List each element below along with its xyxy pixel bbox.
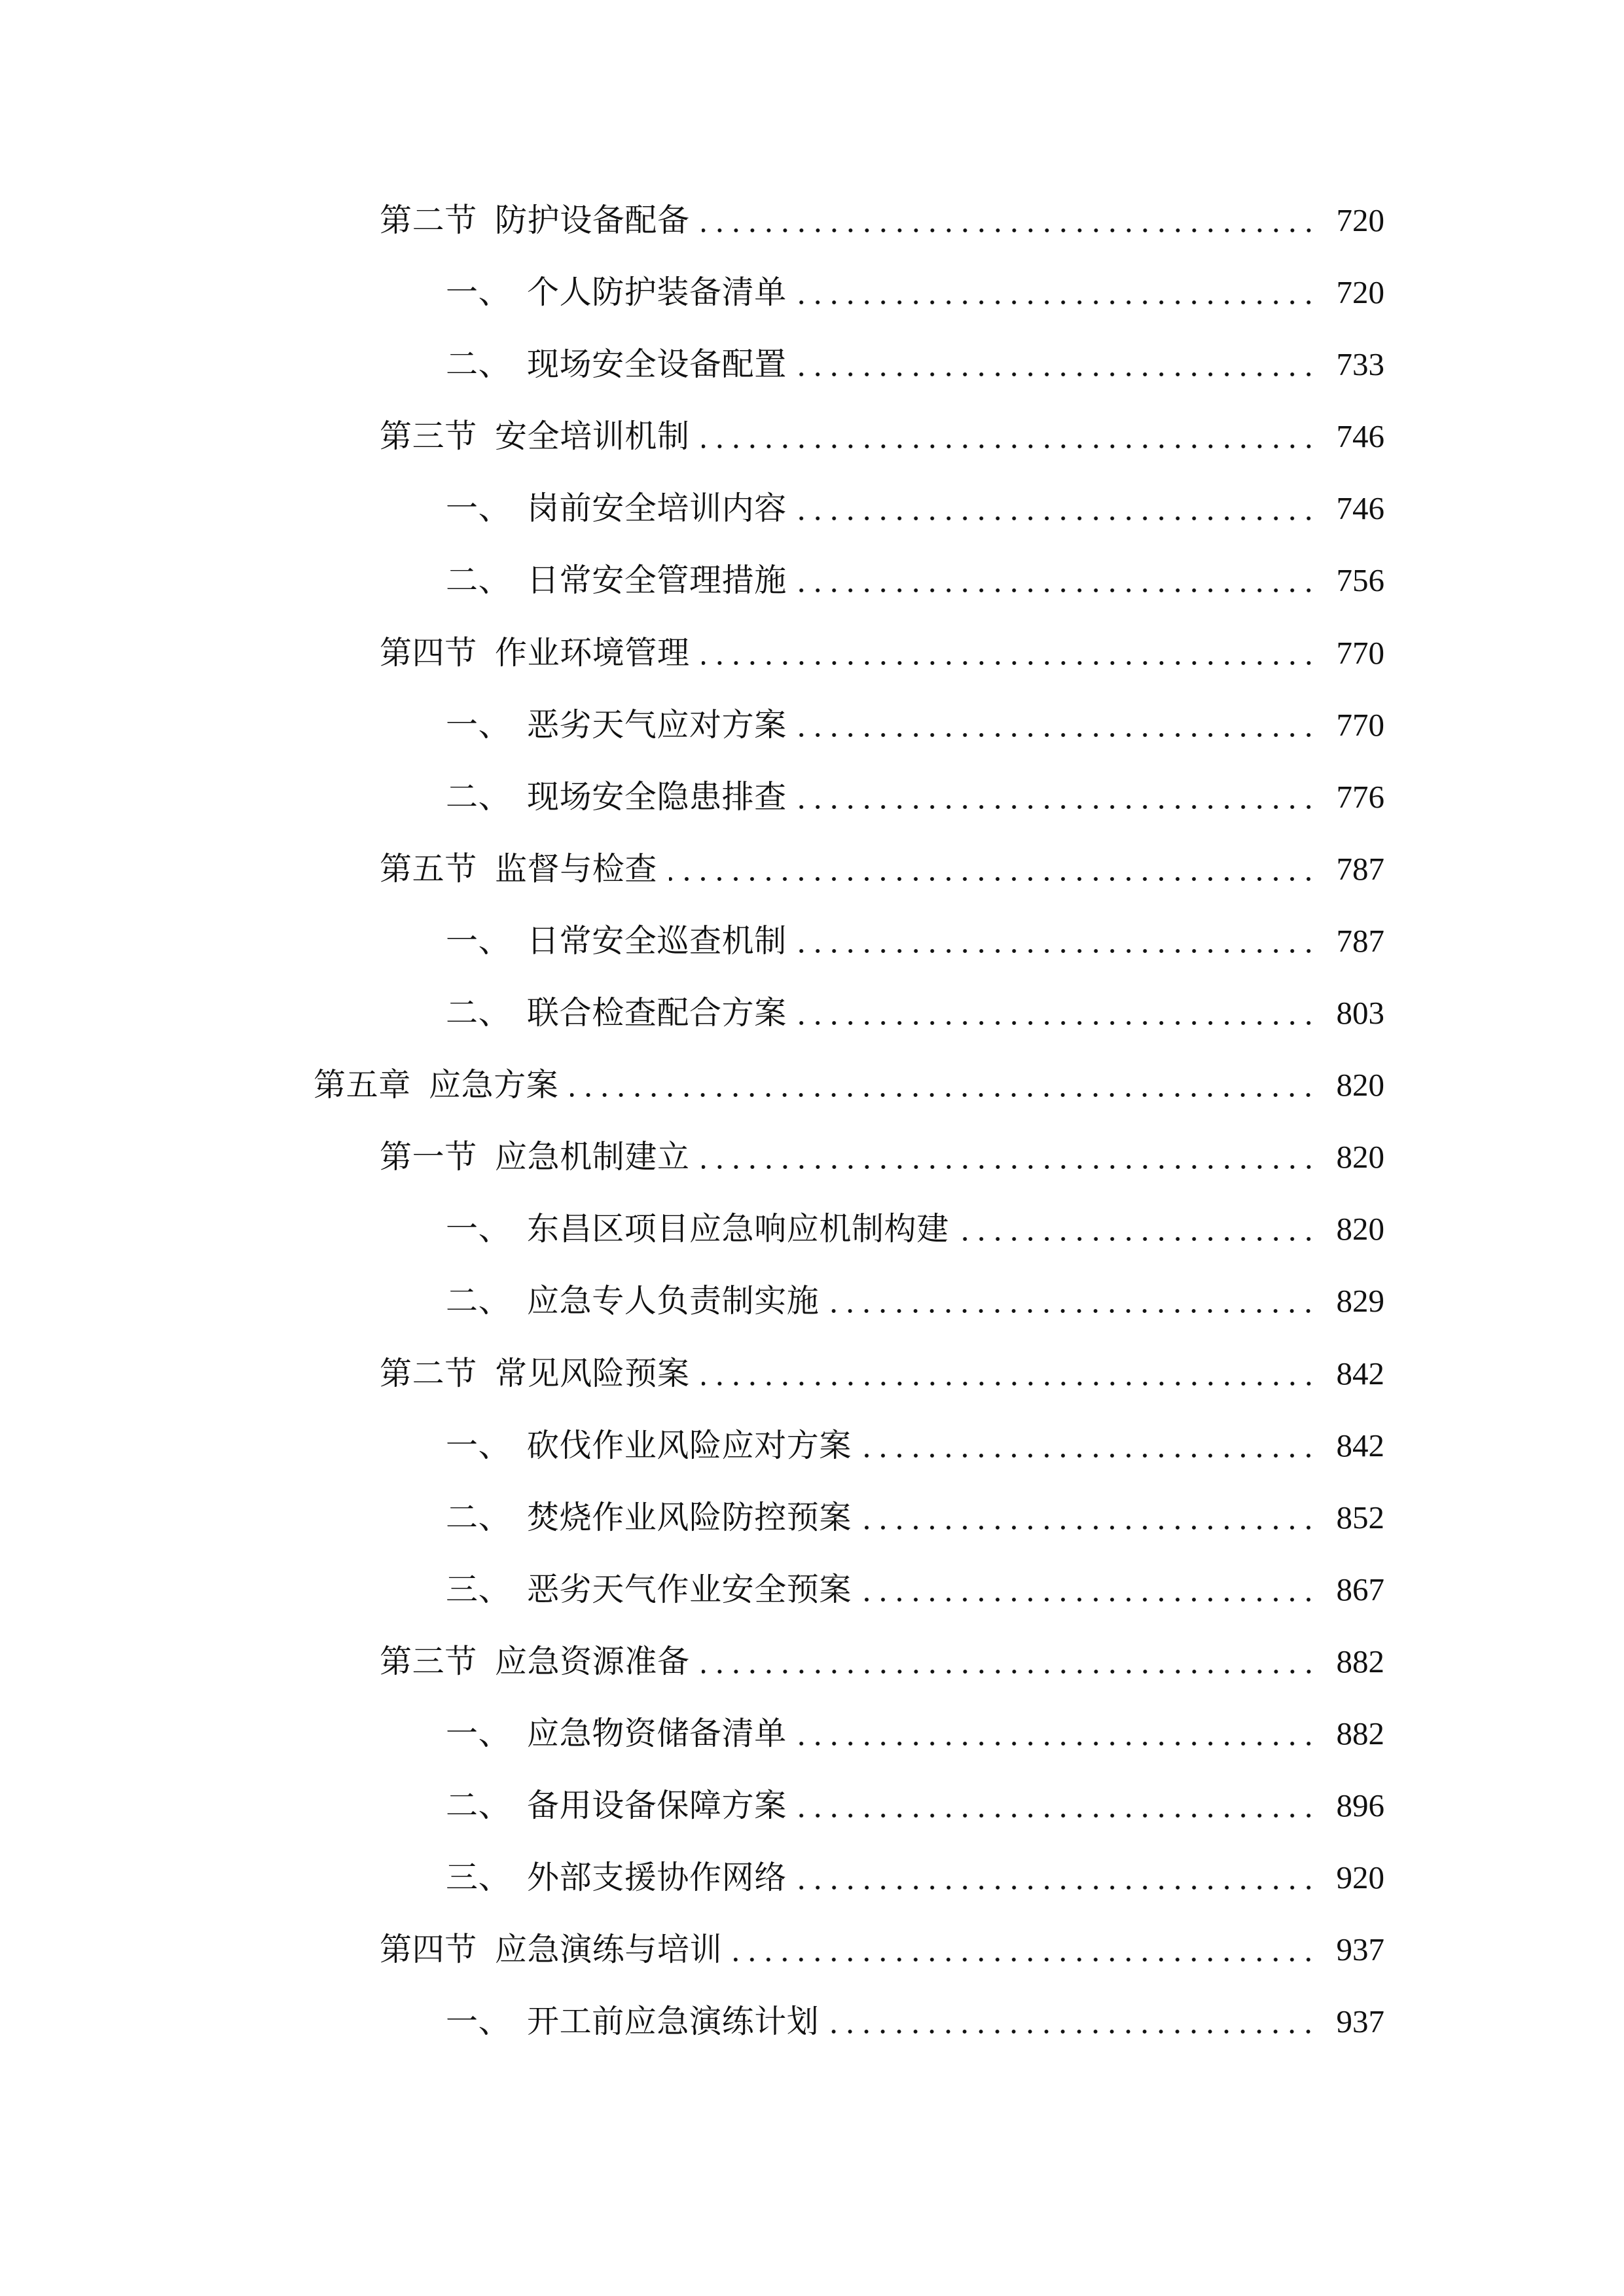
entry-title: 常见风险预案 — [495, 1354, 690, 1392]
dot-leader — [799, 761, 1317, 833]
dot-leader — [863, 1554, 1316, 1626]
entry-title: 恶劣天气作业安全预案 — [527, 1570, 852, 1608]
entry-number: 二、 — [446, 1787, 511, 1825]
entry-title: 开工前应急演练计划 — [527, 2003, 820, 2041]
toc-subsection-entry — [0, 1193, 1384, 1265]
toc-subsection-entry — [0, 905, 1384, 977]
entry-number: 一、 — [446, 1426, 511, 1464]
entry-page-number: 920 — [1336, 1859, 1384, 1896]
entry-number: 一、 — [446, 706, 511, 744]
entry-title: 应急专人负责制实施 — [527, 1282, 820, 1320]
dot-leader — [702, 1121, 1317, 1193]
entry-number: 三、 — [446, 1570, 511, 1608]
dot-leader — [669, 833, 1316, 905]
entry-page-number: 842 — [1336, 1427, 1384, 1463]
entry-title: 砍伐作业风险应对方案 — [527, 1426, 852, 1464]
entry-number: 二、 — [446, 562, 511, 600]
toc-subsection-entry — [0, 1842, 1384, 1914]
toc-subsection-entry — [0, 1986, 1384, 2058]
entry-title: 应急方案 — [429, 1066, 559, 1104]
dot-leader — [702, 1626, 1317, 1698]
toc-subsection-entry — [0, 761, 1384, 833]
toc-section-entry — [0, 617, 1384, 689]
toc-subsection-entry — [0, 1698, 1384, 1770]
dot-leader — [863, 1482, 1316, 1554]
dot-leader — [799, 1698, 1317, 1770]
toc-chapter-entry — [0, 1049, 1384, 1121]
entry-title: 应急机制建立 — [495, 1138, 690, 1176]
entry-number: 一、 — [446, 922, 511, 960]
entry-page-number: 787 — [1336, 922, 1384, 959]
entry-number: 第三节 — [380, 418, 477, 456]
entry-page-number: 733 — [1336, 346, 1384, 383]
entry-page-number: 852 — [1336, 1499, 1384, 1535]
entry-page-number: 937 — [1336, 1931, 1384, 1968]
entry-title: 应急资源准备 — [495, 1642, 690, 1680]
toc-subsection-entry — [0, 1410, 1384, 1482]
entry-page-number: 820 — [1336, 1067, 1384, 1103]
toc-subsection-entry — [0, 545, 1384, 617]
entry-number: 二、 — [446, 1282, 511, 1320]
entry-page-number: 937 — [1336, 2003, 1384, 2040]
entry-page-number: 882 — [1336, 1715, 1384, 1751]
entry-page-number: 820 — [1336, 1211, 1384, 1247]
toc-section-entry — [0, 1626, 1384, 1698]
entry-page-number: 770 — [1336, 706, 1384, 743]
toc-subsection-entry — [0, 1770, 1384, 1842]
dot-leader — [799, 905, 1317, 977]
entry-title: 岗前安全培训内容 — [527, 490, 787, 528]
dot-leader — [702, 1338, 1317, 1410]
dot-leader — [799, 977, 1317, 1049]
dot-leader — [799, 329, 1317, 401]
toc-subsection-entry — [0, 1554, 1384, 1626]
dot-leader — [570, 1049, 1316, 1121]
entry-number: 一、 — [446, 1714, 511, 1752]
toc-subsection-entry — [0, 689, 1384, 761]
entry-number: 第二节 — [380, 202, 477, 239]
entry-page-number: 776 — [1336, 778, 1384, 815]
entry-title: 个人防护装备清单 — [527, 274, 787, 312]
dot-leader — [831, 1265, 1316, 1337]
toc-subsection-entry — [0, 977, 1384, 1049]
entry-number: 二、 — [446, 1498, 511, 1536]
dot-leader — [799, 545, 1317, 617]
entry-page-number: 720 — [1336, 274, 1384, 311]
entry-page-number: 882 — [1336, 1643, 1384, 1679]
toc-section-entry — [0, 1914, 1384, 1986]
entry-number: 一、 — [446, 2003, 511, 2041]
entry-number: 第一节 — [380, 1138, 477, 1176]
entry-page-number: 820 — [1336, 1139, 1384, 1175]
entry-title: 东昌区项目应急响应机制构建 — [527, 1210, 949, 1248]
entry-title: 日常安全巡查机制 — [527, 922, 787, 960]
dot-leader — [799, 1842, 1317, 1914]
entry-page-number: 829 — [1336, 1283, 1384, 1319]
table-of-contents — [0, 185, 1384, 2058]
entry-number: 第四节 — [380, 1931, 477, 1969]
entry-page-number: 746 — [1336, 418, 1384, 455]
entry-title: 恶劣天气应对方案 — [527, 706, 787, 744]
dot-leader — [799, 473, 1317, 545]
entry-title: 日常安全管理措施 — [527, 562, 787, 600]
entry-number: 一、 — [446, 1210, 511, 1248]
entry-title: 焚烧作业风险防控预案 — [527, 1498, 852, 1536]
toc-section-entry — [0, 1338, 1384, 1410]
dot-leader — [863, 1410, 1316, 1482]
toc-subsection-entry — [0, 329, 1384, 401]
entry-number: 第二节 — [380, 1354, 477, 1392]
dot-leader — [831, 1986, 1316, 2058]
entry-number: 第四节 — [380, 634, 477, 672]
entry-page-number: 720 — [1336, 202, 1384, 238]
entry-number: 二、 — [446, 346, 511, 384]
entry-title: 现场安全隐患排查 — [527, 778, 787, 816]
entry-number: 第五章 — [314, 1066, 411, 1104]
entry-page-number: 746 — [1336, 490, 1384, 527]
entry-page-number: 867 — [1336, 1571, 1384, 1607]
dot-leader — [799, 1770, 1317, 1842]
entry-title: 安全培训机制 — [495, 418, 690, 456]
entry-title: 监督与检查 — [495, 850, 658, 888]
toc-section-entry — [0, 401, 1384, 473]
entry-page-number: 803 — [1336, 995, 1384, 1031]
toc-subsection-entry — [0, 1265, 1384, 1337]
entry-title: 作业环境管理 — [495, 634, 690, 672]
dot-leader — [799, 689, 1317, 761]
entry-number: 二、 — [446, 994, 511, 1032]
entry-number: 第五节 — [380, 850, 477, 888]
dot-leader — [799, 257, 1317, 329]
entry-title: 外部支援协作网络 — [527, 1859, 787, 1897]
toc-section-entry — [0, 185, 1384, 257]
dot-leader — [702, 401, 1317, 473]
entry-page-number: 756 — [1336, 562, 1384, 599]
entry-number: 三、 — [446, 1859, 511, 1897]
entry-page-number: 896 — [1336, 1787, 1384, 1824]
toc-subsection-entry — [0, 257, 1384, 329]
entry-title: 应急演练与培训 — [495, 1931, 723, 1969]
toc-section-entry — [0, 1121, 1384, 1193]
entry-title: 联合检查配合方案 — [527, 994, 787, 1032]
dot-leader — [702, 185, 1317, 257]
entry-number: 二、 — [446, 778, 511, 816]
dot-leader — [702, 617, 1317, 689]
entry-page-number: 770 — [1336, 634, 1384, 671]
dot-leader — [961, 1193, 1317, 1265]
toc-section-entry — [0, 833, 1384, 905]
toc-subsection-entry — [0, 473, 1384, 545]
dot-leader — [734, 1914, 1316, 1986]
entry-number: 第三节 — [380, 1642, 477, 1680]
entry-number: 一、 — [446, 274, 511, 312]
entry-page-number: 787 — [1336, 850, 1384, 887]
entry-number: 一、 — [446, 490, 511, 528]
toc-subsection-entry — [0, 1482, 1384, 1554]
entry-title: 现场安全设备配置 — [527, 346, 787, 384]
entry-title: 备用设备保障方案 — [527, 1787, 787, 1825]
entry-page-number: 842 — [1336, 1355, 1384, 1391]
entry-title: 应急物资储备清单 — [527, 1714, 787, 1752]
entry-title: 防护设备配备 — [495, 202, 690, 239]
